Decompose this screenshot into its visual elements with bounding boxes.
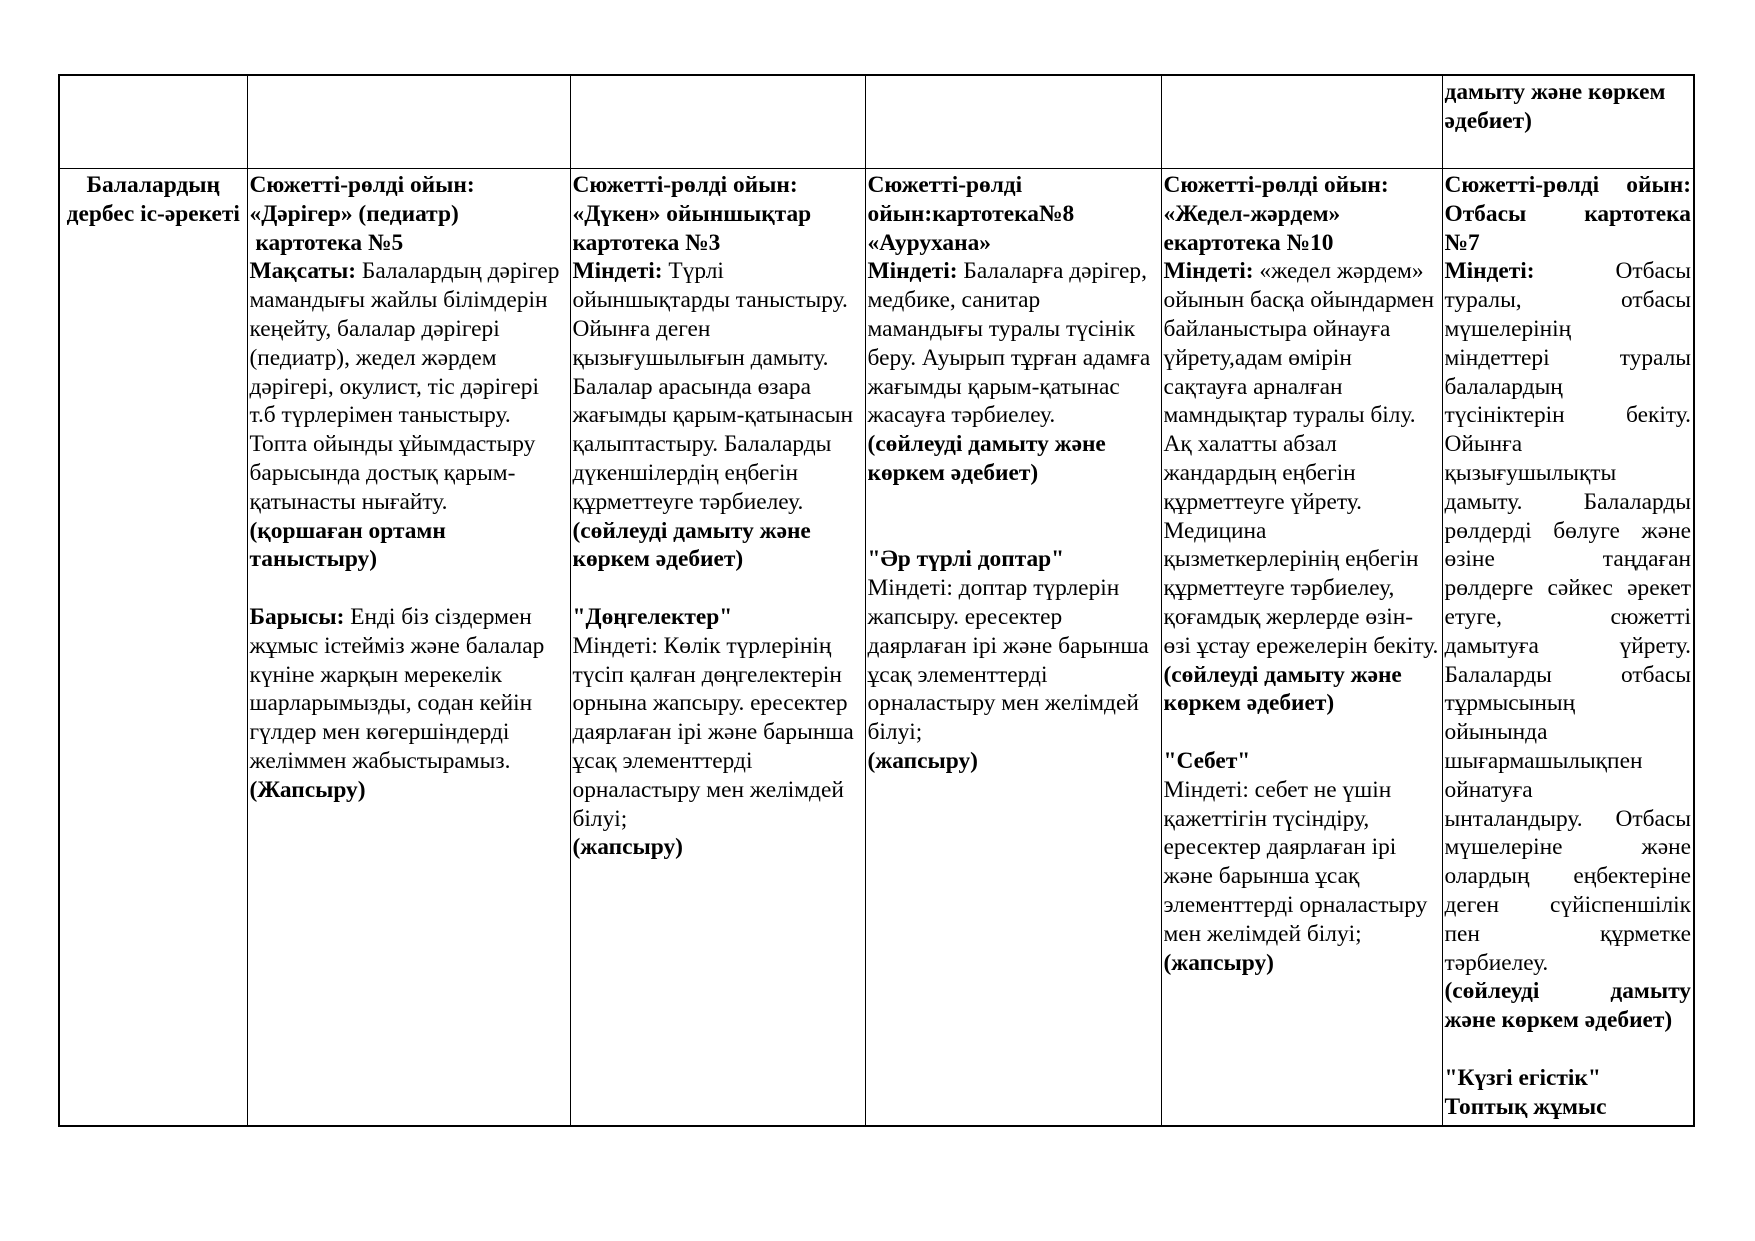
col3-title: Сюжетті-рөлді ойын:картотека№8 (867, 172, 1075, 227)
top-col6-text: дамыту және көркем әдебиет) (1444, 79, 1666, 134)
col2-activity-area: (жапсыру) (572, 834, 683, 861)
col5-task-line: ойынында (1444, 719, 1548, 746)
col5-task-line: дамыту. Балаларды (1444, 488, 1691, 515)
col5-task-first-line (1445, 257, 1692, 286)
col4-task-label: Міндеті: (1163, 258, 1254, 285)
col1-card: картотека №5 (249, 229, 404, 256)
col2-task-text: Түрлі ойыншықтарды таныстыру. Ойынға деген қызығушылығын дамыту. Балалар арасында өзара жағымды қарым-қатынасын қалыптастыру. Балаларды дүкеншілердің еңбегін құрметтеуге тәрбиелеу. (572, 258, 853, 515)
col3-game: «Аурухана» (867, 229, 991, 256)
plan-table (58, 74, 1695, 1127)
col2-game: «Дүкен» ойыншықтар картотека №3 (572, 200, 812, 256)
col5-activity-title: "Күзгі егістік" (1444, 1064, 1601, 1091)
col4-activity-text: Міндеті: себет не үшін қажеттігін түсіндіру, ересектер даярлаған ірі және барынша ұсақ элементтерді орналастыру мен желімдей білуі; (1163, 776, 1428, 947)
cell-col5 (1442, 169, 1694, 1127)
col3-activity-area: (жапсыру) (867, 747, 978, 774)
col5-task-line: тәрбиелеу. (1444, 949, 1549, 976)
col4-activity-area: (жапсыру) (1163, 949, 1274, 976)
cell-col1 (247, 169, 570, 1127)
col1-process-text: Енді біз сіздермен жұмыс істейміз және балалар күніне жарқын мерекелік шарларымызды, содан кейін гүлдер мен көгершіндерді желіммен жабыстырамыз. (249, 603, 545, 774)
col2-title: Сюжетті-рөлді ойын: (572, 172, 798, 198)
col3-task-label: Міндеті: (867, 258, 958, 285)
col3-area: (сөйлеуді дамыту және көркем әдебиет) (867, 431, 1106, 486)
col5-task-line: Отбасы (1615, 258, 1691, 285)
col5-task-line: Ойынға (1444, 431, 1523, 458)
cell-empty-4 (1161, 75, 1442, 169)
col1-goal-text: Балалардың дәрігер мамандығы жайлы білімдерін кеңейту, балалар дәрігері (педиатр), жедел жәрдем дәрігері, окулист, тіс дәрігері т.б түрлерімен таныстыру. Топта ойынды ұйымдастыру барысында достық қарым-қатынасты нығайту. (249, 258, 560, 515)
col2-area: (сөйлеуді дамыту және көркем әдебиет) (572, 517, 811, 573)
col3-task (868, 257, 1159, 430)
col4-task-text: «жедел жәрдем» ойынын басқа ойындармен байланыстыра ойнауға үйрету,адам өмірін сақтауға арналған мамндықтар туралы білу. Ақ халатты абзал жандардың еңбегін құрметтеуге үйрету. Медицина қызметкерлерінің еңбегін құрметтеуге тәрбиелеу, қоғамдық жерлерде өзін-өзі ұстау ережелерін бекіту. (1163, 258, 1439, 659)
cell-empty-2 (570, 75, 865, 169)
col5-task-line: етуге, сюжетті (1444, 603, 1691, 630)
cell-empty-3 (865, 75, 1161, 169)
col4-activity-title: "Себет" (1163, 747, 1251, 774)
cell-col4 (1161, 169, 1442, 1127)
col5-task-line: мүшелеріне және (1444, 834, 1691, 861)
col2-task-label: Міндеті: (572, 258, 663, 285)
col5-task-line: дамытуға үйрету. (1444, 632, 1691, 659)
col4-area: (сөйлеуді дамыту және көркем әдебиет) (1163, 661, 1402, 717)
col1-area: (қоршаған ортамн таныстыру) (249, 517, 446, 573)
col5-task-line: туралы, отбасы (1444, 287, 1691, 314)
col5-activity-sub: Топтық жұмыс (1444, 1093, 1607, 1120)
col5-task-line: тұрмысының (1444, 690, 1576, 717)
col5-task-line: өзіне таңдаған (1444, 546, 1691, 573)
col5-task-line: олардың еңбектеріне (1444, 863, 1691, 890)
col5-task-line: рөлдерді бөлуге және (1444, 517, 1691, 544)
col1-goal (250, 257, 568, 516)
col5-task-line: деген сүйіспеншілік (1444, 891, 1691, 918)
col5-title-line: Отбасы картотека (1444, 200, 1691, 227)
col2-activity-title: "Дөңгелектер" (572, 603, 733, 630)
col5-task-line: қызығушылықты (1444, 459, 1617, 486)
cell-empty-label (59, 75, 247, 169)
col5-title (1445, 171, 1692, 257)
col1-game: «Дәрігер» (педиатр) (249, 200, 459, 227)
col5-area-line: және көркем әдебиет) (1444, 1007, 1673, 1034)
col3-activity-title: "Әр түрлі доптар" (867, 546, 1065, 573)
col5-task-line: шығармашылықпен (1444, 747, 1643, 774)
col5-task-line: мүшелерінің (1444, 315, 1572, 342)
col4-title: Сюжетті-рөлді ойын: (1163, 172, 1389, 198)
col5-task-line: ынталандыру. Отбасы (1444, 805, 1691, 832)
col5-task-line: балалардың (1444, 373, 1563, 400)
col5-title-line: Сюжетті-рөлді ойын: (1444, 172, 1691, 198)
cell-col2 (570, 169, 865, 1127)
col5-task-line: Балаларды отбасы (1444, 661, 1691, 688)
col1-process-label: Барысы: (249, 603, 345, 630)
col1-title: Сюжетті-рөлді ойын: (249, 172, 475, 198)
col2-task (573, 257, 863, 516)
col5-area-line: (сөйлеуді дамыту (1444, 978, 1691, 1005)
col5-area (1445, 977, 1692, 1035)
col5-task-line: түсініктерін бекіту. (1444, 402, 1691, 429)
cell-top-col6 (1442, 75, 1694, 169)
col5-task-line: ойнатуға (1444, 776, 1533, 803)
col3-task-text: Балаларға дәрігер, медбике, санитар мамандығы туралы түсінік беру. Ауырып тұрған адамға жағымды қарым-қатынас жасауға тәрбиелеу. (867, 258, 1151, 429)
col3-activity-text: Міндеті: доптар түрлерін жапсыру. ересектер даярлаған ірі және барынша ұсақ элементтерді орналастыру мен желімдей білуі; (867, 575, 1149, 746)
cell-col3 (865, 169, 1161, 1127)
col5-task-line: міндеттері туралы (1444, 344, 1691, 371)
row-label: Балалардың дербес іс-әрекеті (59, 169, 247, 1127)
cell-empty-1 (247, 75, 570, 169)
table-row-top (59, 75, 1694, 169)
col4-task (1164, 257, 1440, 660)
col1-process (250, 603, 568, 776)
col5-task-label: Міндеті: (1444, 258, 1535, 285)
col2-activity-text: Міндеті: Көлік түрлерінің түсіп қалған дөңгелектерін орнына жапсыру. ересектер даярлаған ірі және барынша ұсақ элементтерді орналастыру мен желімдей білуі; (572, 632, 854, 832)
col4-game: «Жедел-жәрдем» екартотека №10 (1163, 200, 1341, 256)
col5-title-line: №7 (1444, 229, 1480, 256)
col5-task-line: пен құрметке (1444, 920, 1691, 947)
col1-goal-label: Мақсаты: (249, 258, 357, 285)
col1-process-area: (Жапсыру) (249, 776, 366, 803)
col5-task (1445, 257, 1692, 977)
col5-task-line: рөлдерге сәйкес әрекет (1444, 575, 1691, 602)
table-row-activities (59, 169, 1694, 1127)
